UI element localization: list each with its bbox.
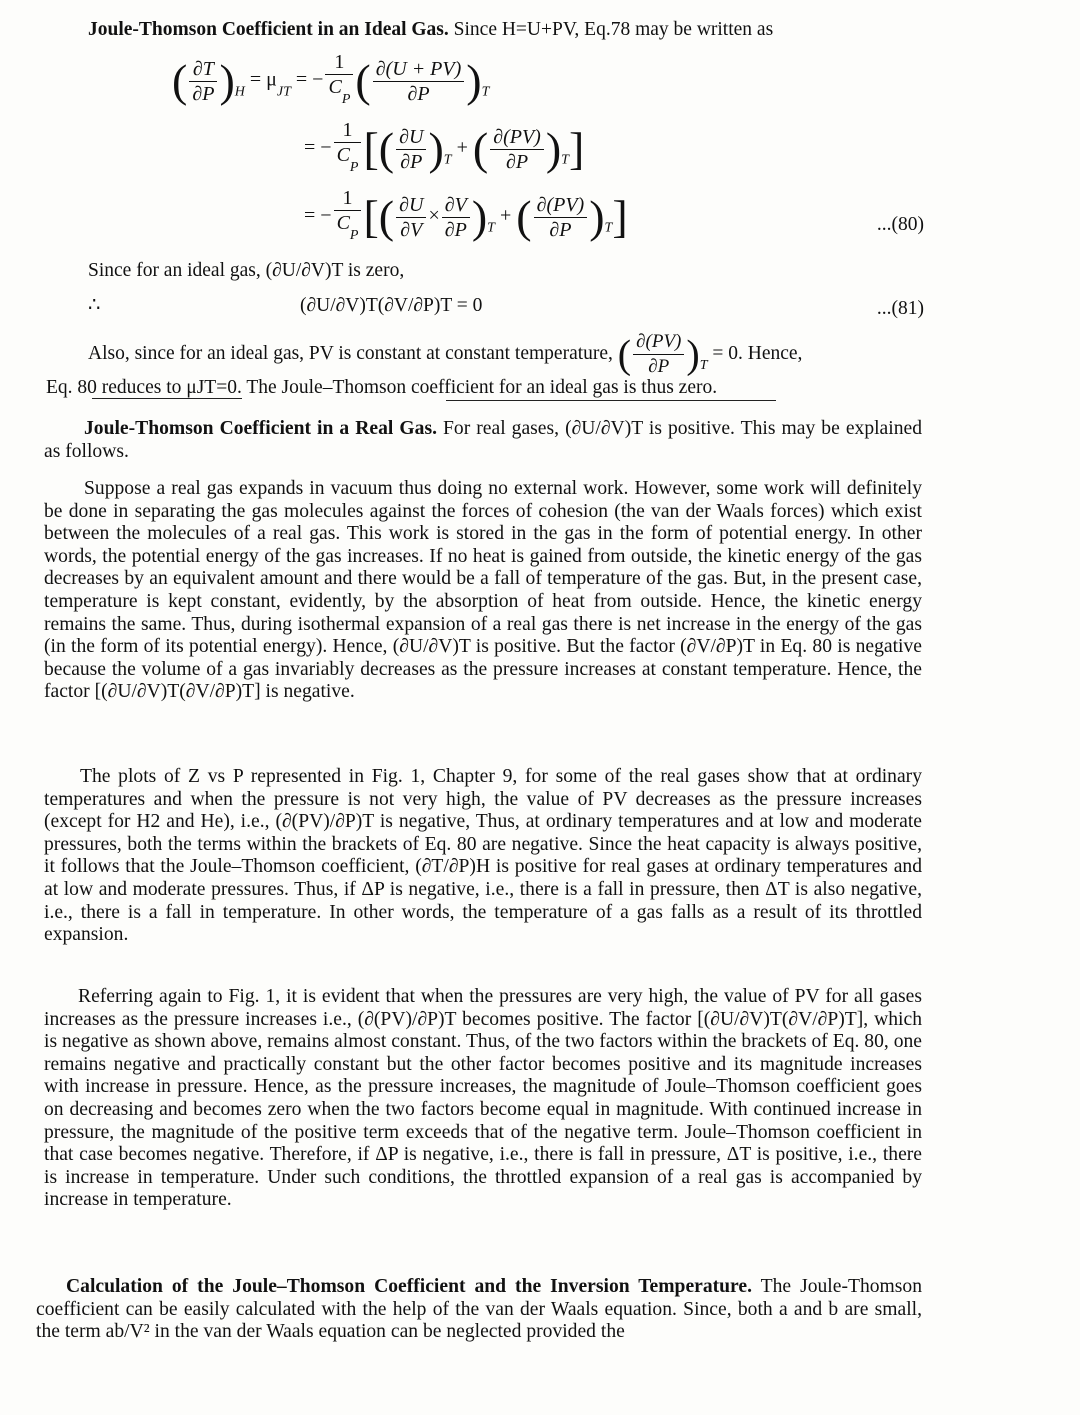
section-heading: Calculation of the Joule–Thomson Coefficient and the Inversion Temperature. xyxy=(66,1276,752,1297)
section-heading: Joule-Thomson Coefficient in an Ideal Gas. xyxy=(88,19,449,40)
paragraph: The plots of Z vs P represented in Fig. 1, Chapter 9, for some of the real gases show that at ordinary temperatures and when the pressure is not very high, the value of PV decreases as the pressure increases (except for H2 and He), i.e., (∂(PV)/∂P)T is negative, Thus, at ordinary temperatures and at low and moderate pressures, both the terms within the brackets of Eq. 80 are negative. Since the heat capacity is always positive, it follows that the Joule–Thomson coefficient, (∂T/∂P)H is positive for real gases at ordinary temperatures and at low and moderate pressures. Thus, if ΔP is negative, i.e., there is a fall in pressure, then ΔT is also negative, i.e., there is a fall in temperature. In other words, the temperature of a gas falls as a result of its throttled expansion. xyxy=(44,766,922,946)
equation-81: (∂U/∂V)T(∂V/∂P)T = 0 xyxy=(300,295,483,316)
paragraph: Suppose a real gas expands in vacuum thus doing no external work. However, some work will definitely be done in separating the gas molecules against the forces of cohesion (the van der Waals forces) which exist between the molecules of a real gas. This work is stored in the gas in the form of potential energy. In other words, the potential energy of the gas increases. If no heat is gained from outside, the kinetic energy of the gas decreases by an equivalent amount and there would be a fall of temperature of the gas. But, in the present case, temperature is kept constant, evidently, by the absorption of heat from outside. Hence, the kinetic energy remains the same. Thus, during isothermal expansion of a real gas there is net increase in the energy of the gas (in the form of its potential energy). Hence, (∂U/∂V)T is positive. But the factor (∂V/∂P)T in Eq. 80 is negative because the volume of a gas invariably decreases as the pressure increases at constant temperature. Hence, the factor [(∂U/∂V)T(∂V/∂P)T] is negative. xyxy=(44,478,922,703)
conclusion-line: Eq. 80 reduces to μJT=0. The Joule–Thomson coefficient for an ideal gas is thus zero. xyxy=(46,377,718,398)
equation-line-2: = − $\frac{1}{C_P}$ [( $\frac{\partial U}{\partial P}$ )$_T$ + ( $\frac{\partial(PV)}{\partial P}$ )$_T$] xyxy=(304,119,585,175)
underline-mark xyxy=(92,398,242,399)
also-line: Also, since for an ideal gas, PV is constant at constant temperature, ( $\frac{\partial(PV)}{\partial P}$ )$_T = 0$. Hence, xyxy=(88,331,803,377)
equation-line-3: = − $\frac{1}{C_P}$ [( $\frac{\partial U}{\partial V}$ × $\frac{\partial V}{\partial P}$ )$_T$ + ( $\frac{\partial(PV)}{\partial P}$ )$_T$] xyxy=(304,187,628,243)
real-gas-intro-paragraph: Joule-Thomson Coefficient in a Real Gas. For real gases, (∂U/∂V)T is positive. This may be explained as follows. xyxy=(44,418,922,462)
intro-text: Since H=U+PV, Eq.78 may be written as xyxy=(453,19,774,40)
section-heading: Joule-Thomson Coefficient in a Real Gas. xyxy=(84,418,437,439)
ideal-gas-heading-line xyxy=(88,18,966,41)
since-line: Since for an ideal gas, (∂U/∂V)T is zero, xyxy=(88,260,405,281)
therefore-symbol: ∴ xyxy=(88,295,101,316)
underline-mark xyxy=(446,400,776,401)
equation-number-80: ...(80) xyxy=(876,214,924,235)
paragraph: Referring again to Fig. 1, it is evident that when the pressures are very high, the value of PV for all gases increases as the pressure increases i.e., (∂(PV)/∂P)T becomes positive. The factor [(∂U/∂V)T(∂V/∂P)T], which is negative as shown above, remains almost constant. Thus, of the two factors within the brackets of Eq. 80, one remains negative and practically constant but the other factor becomes positive and its magnitude increases with increase in pressure. Hence, as the pressure increases, the magnitude of Joule–Thomson coefficient goes on decreasing and becomes zero when the two factors become equal in magnitude. With continued increase in pressure, the magnitude of the positive term exceeds that of the negative term. Joule–Thomson coefficient in that case becomes negative. Therefore, if ΔP is negative, i.e., there is fall in pressure, ΔT is positive, i.e., there is increase in temperature. Under such conditions, the throttled expansion of a real gas is accompanied by increase in temperature. xyxy=(44,986,922,1211)
equation-line-1: ( $\frac{\partial T}{\partial P}$ )$_H = \mu_{JT}$ = − $\frac{1}{C_P}$ ( $\frac{\partial(U + PV)}{\partial P}$ )$_T$ xyxy=(172,51,490,107)
equation-number-81: ...(81) xyxy=(876,298,924,319)
calculation-paragraph: Calculation of the Joule–Thomson Coefficient and the Inversion Temperature. The Joule-Thomson coefficient can be easily calculated with the help of the van der Waals equation. Since, both a and b are small, the term ab/V² in the van der Waals equation can be neglected provided the xyxy=(36,1276,922,1343)
